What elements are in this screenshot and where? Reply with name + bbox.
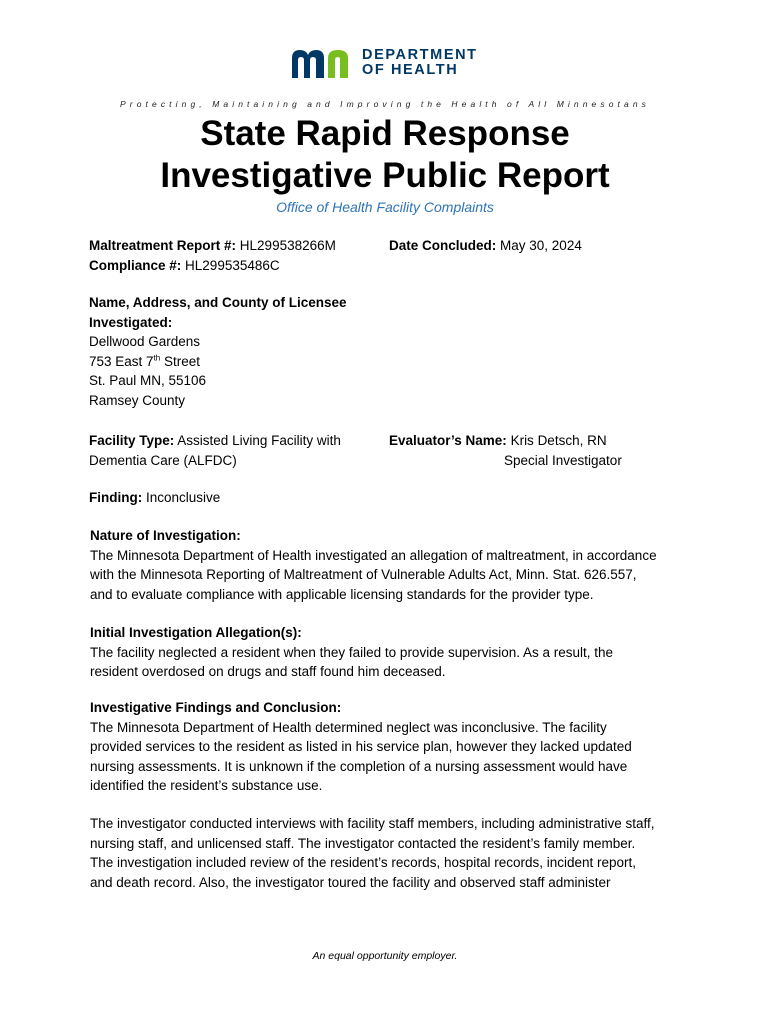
- allegation-section: [90, 623, 690, 682]
- allegation-line: The facility neglected a resident when they failed to provide supervision. As a result, the: [90, 644, 614, 660]
- evaluator-title: Special Investigator: [504, 452, 622, 468]
- investigation-line: and death record. Also, the investigator toured the facility and observed staff administer: [90, 874, 611, 890]
- footer-text: An equal opportunity employer.: [312, 950, 458, 962]
- evaluator: [389, 431, 622, 470]
- maltreatment-report-number: [89, 236, 336, 256]
- findings-line: identified the resident’s substance use.: [90, 778, 323, 793]
- evaluator-line-1: [389, 431, 622, 451]
- finding-label: Finding:: [89, 490, 143, 505]
- page-title: [0, 113, 770, 197]
- findings-line: provided services to the resident as listed in his service plan, however they lacked updated: [90, 739, 632, 754]
- address-ordinal-suffix: th: [153, 353, 161, 362]
- facility-city: St. Paul MN, 55106: [89, 373, 207, 388]
- licensee-label-line-1: Name, Address, and County of Licensee: [89, 295, 347, 310]
- nature-line: and to evaluate compliance with applicable licensing standards for the provider type.: [90, 586, 594, 602]
- allegation-heading: Initial Investigation Allegation(s):: [90, 625, 302, 640]
- facility-county: Ramsey County: [89, 392, 186, 408]
- nature-heading: Nature of Investigation:: [90, 528, 241, 543]
- finding-value: Inconclusive: [146, 490, 221, 505]
- logo-line-department: DEPARTMENT: [362, 47, 478, 63]
- findings-line: nursing assessments. It is unknown if the completion of a nursing assessment would have: [90, 758, 628, 774]
- compliance-number: [89, 256, 280, 276]
- facility-name: Dellwood Gardens: [89, 334, 201, 349]
- investigation-line: The investigator conducted interviews with facility staff members, including administrative staff,: [90, 816, 655, 831]
- findings-line: The Minnesota Department of Health determined neglect was inconclusive. The facility: [90, 719, 607, 735]
- findings-section: [90, 698, 690, 796]
- licensee-label-line-2: Investigated:: [89, 314, 173, 330]
- mn-logo-icon: [290, 48, 356, 78]
- address-number: 753 East 7: [89, 353, 154, 369]
- allegation-line: resident overdosed on drugs and staff found him deceased.: [90, 664, 446, 679]
- mdh-logo: [290, 48, 490, 82]
- address-street: Street: [160, 353, 200, 369]
- maltreatment-label: Maltreatment Report #:: [89, 238, 237, 253]
- facility-type-line-1: [89, 431, 341, 451]
- findings-heading: Investigative Findings and Conclusion:: [90, 700, 342, 715]
- logo-text: [362, 48, 478, 78]
- facility-address: [89, 352, 347, 372]
- facility-type: [89, 431, 341, 470]
- investigation-line: The investigation included review of the resident’s records, hospital records, incident report,: [90, 855, 637, 870]
- evaluator-name: Kris Detsch, RN: [510, 433, 607, 448]
- finding: [89, 488, 220, 508]
- date-concluded: [389, 236, 582, 256]
- logo-line-of-health: OF HEALTH: [362, 62, 459, 78]
- nature-line: The Minnesota Department of Health investigated an allegation of maltreatment, in accordance: [90, 547, 657, 563]
- title-line-2: Investigative Public Report: [160, 156, 610, 195]
- nature-line: with the Minnesota Reporting of Maltreatment of Vulnerable Adults Act, Minn. Stat. 626.557,: [90, 567, 637, 582]
- investigation-details-section: [90, 814, 690, 892]
- facility-type-value-line-2: Dementia Care (ALFDC): [89, 452, 237, 468]
- nature-of-investigation-section: [90, 526, 690, 604]
- compliance-value: HL299535486C: [185, 258, 280, 273]
- compliance-label: Compliance #:: [89, 258, 182, 273]
- licensee-block: [89, 293, 347, 410]
- facility-type-label: Facility Type:: [89, 433, 175, 448]
- evaluator-label: Evaluator’s Name:: [389, 433, 507, 448]
- maltreatment-value: HL299538266M: [239, 238, 336, 253]
- date-value: May 30, 2024: [500, 238, 582, 253]
- investigation-line: nursing staff, and unlicensed staff. The investigator contacted the resident’s family member.: [90, 835, 636, 851]
- tagline: Protecting, Maintaining and Improving the Health of All Minnesotans: [120, 99, 650, 109]
- page-subtitle: Office of Health Facility Complaints: [276, 199, 494, 215]
- date-label: Date Concluded:: [389, 238, 497, 253]
- title-line-1: State Rapid Response: [200, 114, 570, 153]
- facility-type-value-line-1: Assisted Living Facility with: [177, 433, 341, 448]
